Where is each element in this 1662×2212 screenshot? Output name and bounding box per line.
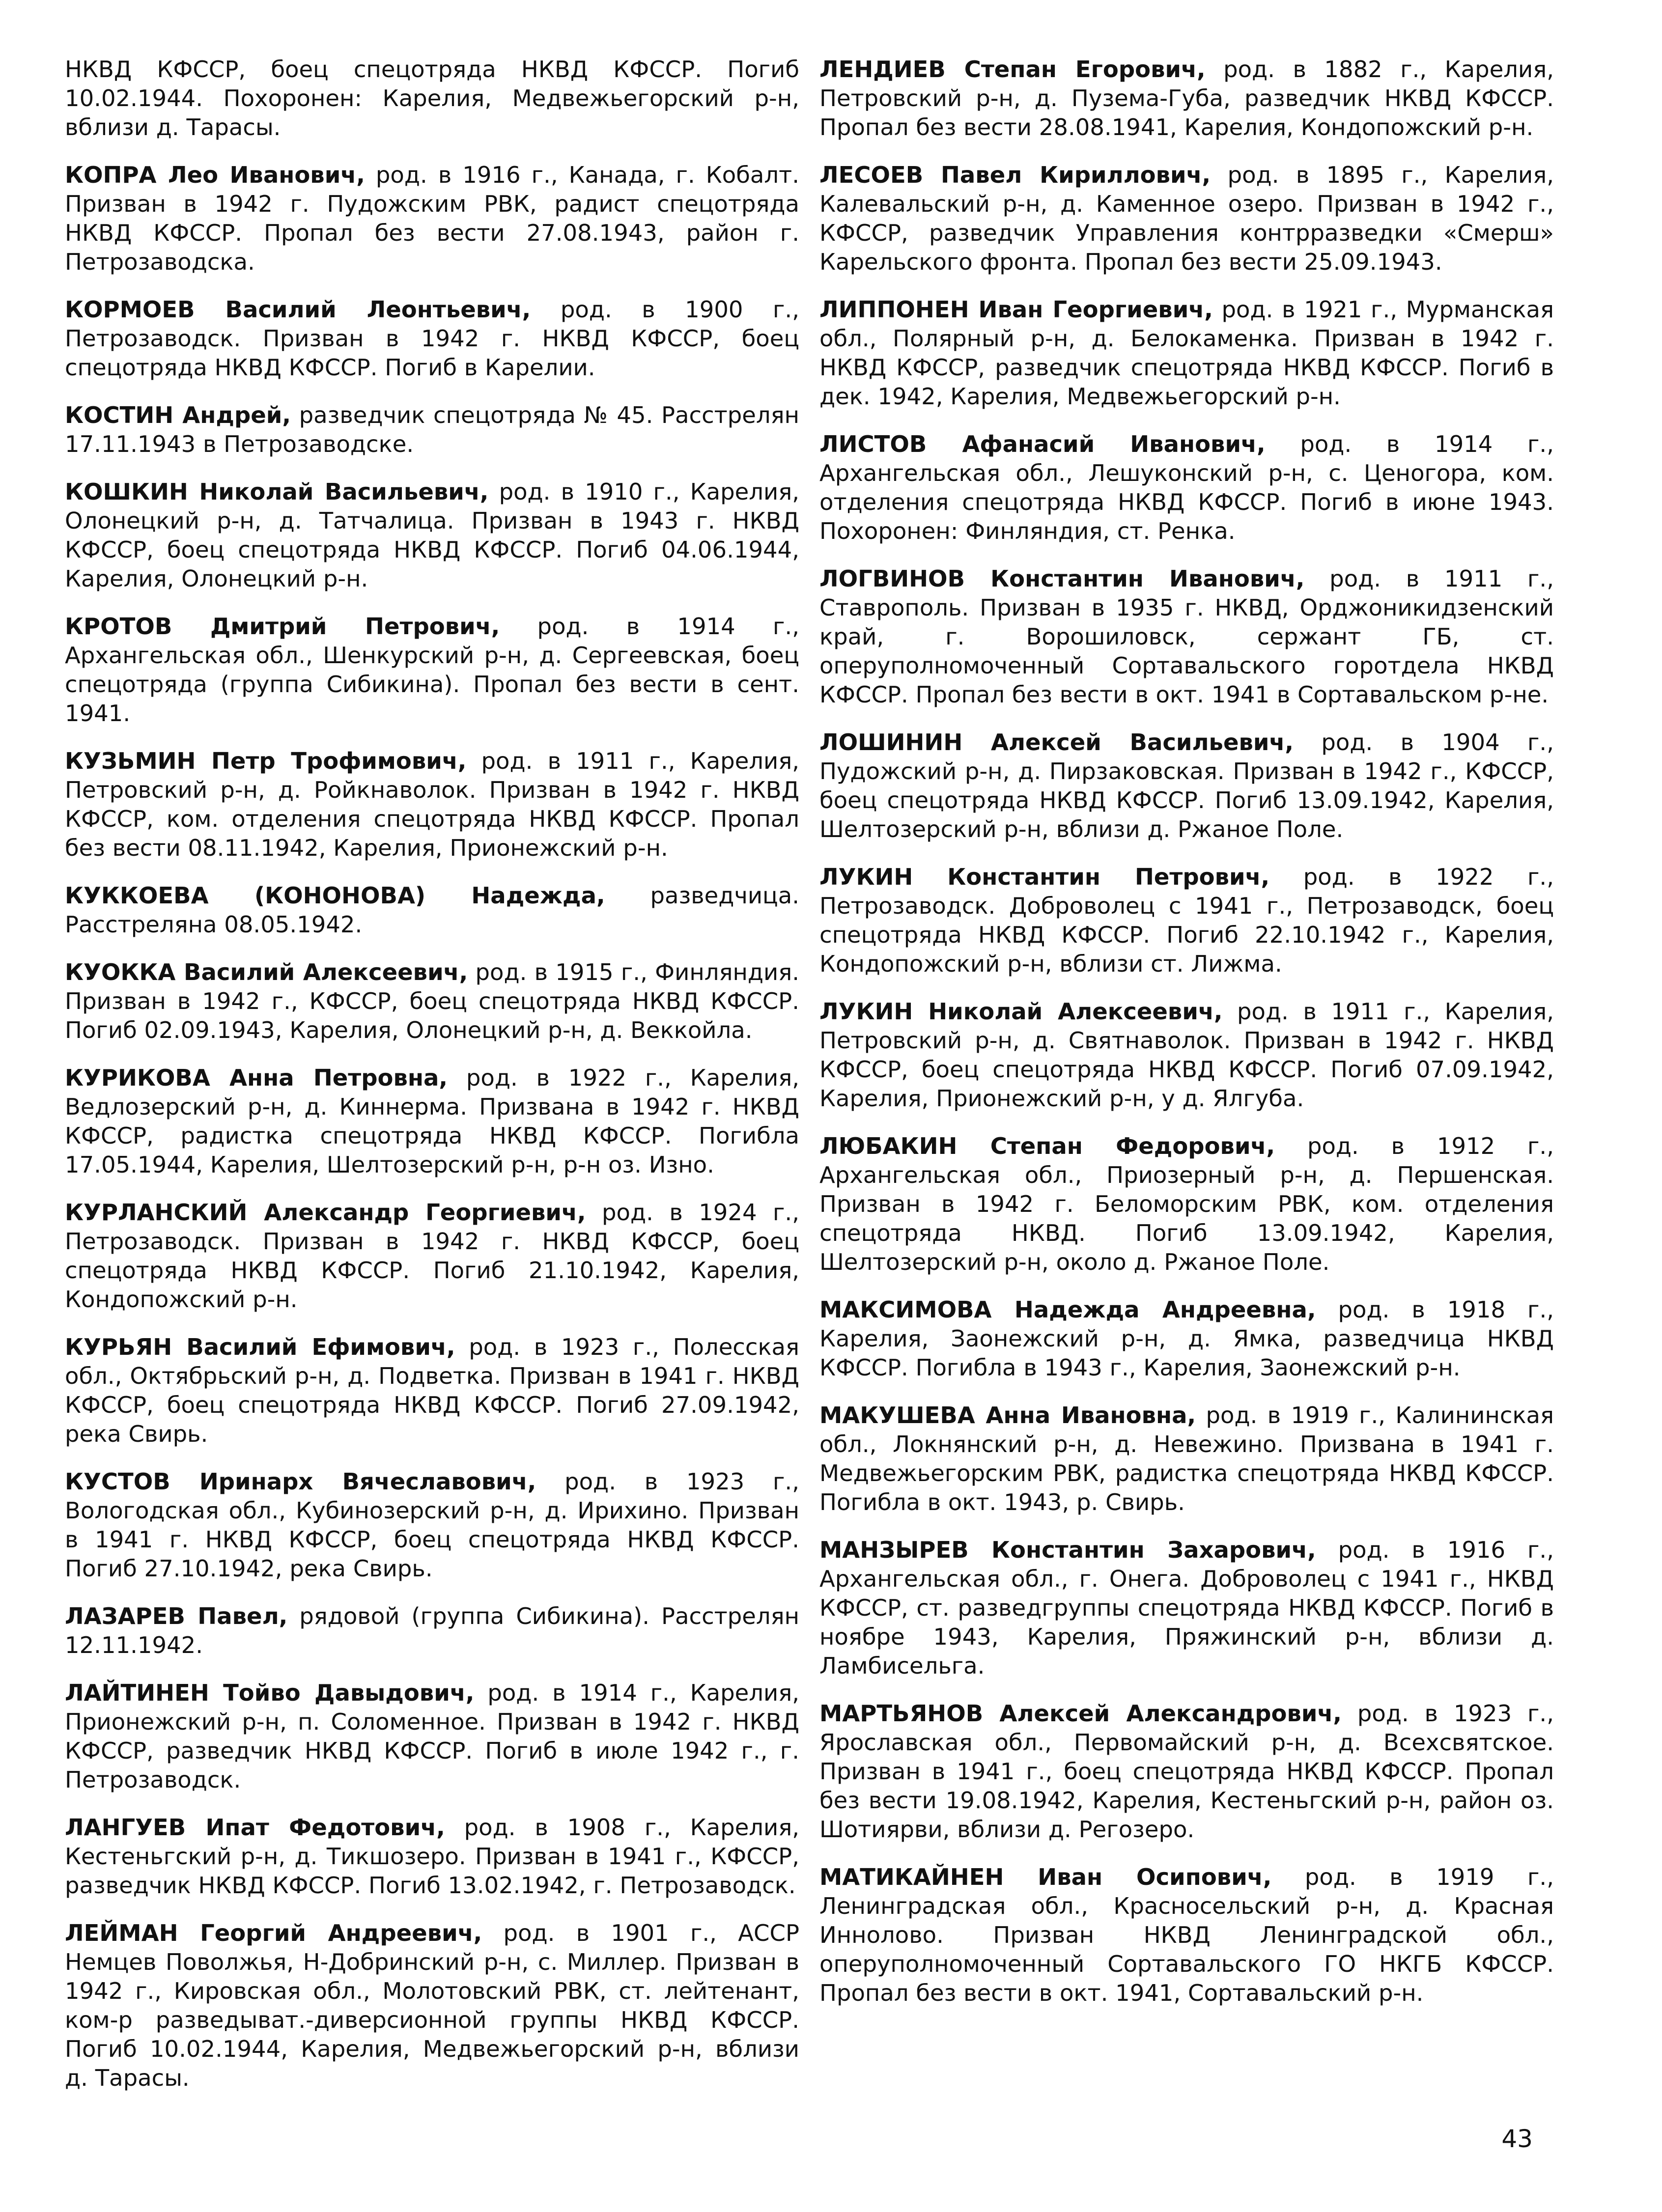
- biography-entry: [819, 1132, 1554, 1277]
- biography-entry: [819, 1536, 1554, 1680]
- person-name: ЛУКИН Константин Петрович,: [819, 864, 1270, 890]
- biography-entry: [65, 1813, 799, 1900]
- person-name: ЛИППОНЕН Иван Георгиевич,: [819, 296, 1213, 323]
- person-name: КОШКИН Николай Васильевич,: [65, 478, 489, 505]
- person-name: ЛАЙТИНЕН Тойво Давыдович,: [65, 1680, 475, 1706]
- biography-entry: [819, 997, 1554, 1113]
- person-details: разведчик спецотряда № 45. Расстрелян 17.11.1943 в Петрозаводске.: [65, 402, 799, 457]
- person-details: род. в 1908 г., Карелия, Кестеньгский р-н, д. Тикшозеро. Призван в 1941 г., КФССР, разведчик НКВД КФССР. Погиб 13.02.1942, г. Петрозаводск.: [65, 1814, 800, 1899]
- person-name: МАКСИМОВА Надежда Андреевна,: [819, 1296, 1316, 1323]
- biography-entry: [65, 881, 799, 939]
- person-details: род. в 1922 г., Петрозаводск. Доброволец с 1941 г., Петрозаводск, боец спецотряда НКВД КФССР. Погиб 22.10.1942 г., Карелия, Кондопожский р-н, вблизи ст. Лижма.: [819, 864, 1554, 977]
- biography-entry: [65, 612, 799, 728]
- biography-entry: [819, 1401, 1554, 1517]
- person-details: род. в 1916 г., Канада, г. Кобалт. Призван в 1942 г. Пудожским РВК, радист спецотряда НКВД КФССР. Пропал без вести 27.08.1943, район г. Петрозаводска.: [65, 162, 799, 275]
- person-details: род. в 1912 г., Архангельская обл., Приозерный р-н, д. Першенская. Призван в 1942 г. Беломорским РВК, ком. отделения спецотряда НКВД. Погиб 13.09.1942, Карелия, Шелтозерский р-н, около д. Ржаное Поле.: [819, 1133, 1554, 1275]
- person-name: КРОТОВ Дмитрий Петрович,: [65, 613, 500, 640]
- person-name: ЛАЗАРЕВ Павел,: [65, 1603, 288, 1629]
- person-details: НКВД КФССР, боец спецотряда НКВД КФССР. Погиб 10.02.1944. Похоронен: Карелия, Медвежьегорский р-н, вблизи д. Тарасы.: [65, 56, 799, 140]
- person-details: род. в 1919 г., Ленинградская обл., Красносельский р-н, д. Красная Иннолово. Призван НКВД Ленинградской обл., оперуполномоченный Сортавальского ГО НКГБ КФССР. Пропал без вести в окт. 1941, Сортавальский р-н.: [819, 1864, 1554, 2006]
- person-details: разведчица. Расстреляна 08.05.1942.: [65, 882, 799, 938]
- biography-entry: [819, 1699, 1554, 1844]
- biography-entry: [819, 728, 1554, 844]
- person-name: ЛЮБАКИН Степан Федорович,: [819, 1133, 1275, 1159]
- person-details: род. в 1919 г., Калининская обл., Локнянский р-н, д. Невежино. Призвана в 1941 г. Медвежьегорским РВК, радистка спецотряда НКВД КФССР. Погибла в окт. 1943, р. Свирь.: [819, 1402, 1554, 1515]
- person-details: род. в 1895 г., Карелия, Калевальский р-н, д. Каменное озеро. Призван в 1942 г., КФССР, разведчик Управления контрразведки «Смерш» Карельского фронта. Пропал без вести 25.09.1943.: [819, 162, 1554, 275]
- person-name: ЛОГВИНОВ Константин Иванович,: [819, 565, 1305, 592]
- person-details: род. в 1923 г., Вологодская обл., Кубинозерский р-н, д. Ирихино. Призван в 1941 г. НКВД КФССР, боец спецотряда НКВД КФССР. Погиб 27.10.1942, река Свирь.: [65, 1468, 799, 1582]
- person-details: род. в 1923 г., Полесская обл., Октябрьский р-н, д. Подветка. Призван в 1941 г. НКВД КФССР, боец спецотряда НКВД КФССР. Погиб 27.09.1942, река Свирь.: [65, 1334, 799, 1447]
- person-name: МАРТЬЯНОВ Алексей Александрович,: [819, 1700, 1342, 1727]
- person-details: род. в 1911 г., Карелия, Петровский р-н, д. Ройкнаволок. Призван в 1942 г. НКВД КФССР, ком. отделения спецотряда НКВД КФССР. Пропал без вести 08.11.1942, Карелия, Прионежский р-н.: [65, 748, 799, 861]
- person-details: род. в 1914 г., Архангельская обл., Лешуконский р-н, с. Ценогора, ком. отделения спецотряда НКВД КФССР. Погиб в июне 1943. Похоронен: Финляндия, ст. Ренка.: [819, 431, 1554, 544]
- person-name: КОРМОЕВ Василий Леонтьевич,: [65, 296, 531, 323]
- biography-entry: [65, 747, 799, 863]
- biography-entry: [65, 1679, 799, 1794]
- person-name: ЛЕНДИЕВ Степан Егорович,: [819, 56, 1206, 83]
- person-name: КУРЬЯН Василий Ефимович,: [65, 1334, 455, 1360]
- biography-entry: [819, 161, 1554, 277]
- person-name: ЛЕСОЕВ Павел Кириллович,: [819, 162, 1211, 188]
- person-details: род. в 1901 г., АССР Немцев Поволжья, Н-Добринский р-н, с. Миллер. Призван в 1942 г., Кировская обл., Молотовский РВК, ст. лейтенант, ком-р разведыват.-диверсионной группы НКВД КФССР. Погиб 10.02.1944, Карелия, Медвежьегорский р-н, вблизи д. Тарасы.: [65, 1920, 800, 2091]
- right-column: [819, 55, 1554, 2026]
- biography-entry: [819, 863, 1554, 979]
- person-details: род. в 1918 г., Карелия, Заонежский р-н, д. Ямка, разведчица НКВД КФССР. Погибла в 1943 г., Карелия, Заонежский р-н.: [819, 1296, 1554, 1381]
- person-details: род. в 1921 г., Мурманская обл., Полярный р-н, д. Белокаменка. Призван в 1942 г. НКВД КФССР, разведчик спецотряда НКВД КФССР. Погиб в дек. 1942, Карелия, Медвежьегорский р-н.: [819, 296, 1554, 410]
- biography-entry: [65, 1064, 799, 1179]
- biography-entry: [819, 1863, 1554, 2008]
- biography-entry: [65, 295, 799, 382]
- biography-entry: [65, 1198, 799, 1314]
- biography-entry: [819, 1295, 1554, 1382]
- person-name: МАТИКАЙНЕН Иван Осипович,: [819, 1864, 1272, 1890]
- person-name: КУЗЬМИН Петр Трофимович,: [65, 748, 467, 774]
- person-name: КОПРА Лео Иванович,: [65, 162, 365, 188]
- person-name: КОСТИН Андрей,: [65, 402, 291, 428]
- person-name: КУОККА Василий Алексеевич,: [65, 959, 468, 985]
- biography-entry: [65, 1919, 799, 2093]
- person-details: род. в 1911 г., Карелия, Петровский р-н, д. Святнаволок. Призван в 1942 г. НКВД КФССР, боец спецотряда НКВД КФССР. Погиб 07.09.1942, Карелия, Прионежский р-н, у д. Ялгуба.: [819, 998, 1554, 1112]
- biography-entry: [65, 477, 799, 593]
- biography-entry: [65, 401, 799, 459]
- person-details: род. в 1915 г., Финляндия. Призван в 1942 г., КФССР, боец спецотряда НКВД КФССР. Погиб 02.09.1943, Карелия, Олонецкий р-н, д. Веккойла.: [65, 959, 799, 1043]
- page-number: 43: [1501, 2125, 1533, 2153]
- person-name: ЛИСТОВ Афанасий Иванович,: [819, 431, 1266, 457]
- person-name: ЛЕЙМАН Георгий Андреевич,: [65, 1920, 482, 1946]
- biography-entry: [819, 430, 1554, 546]
- person-details: род. в 1910 г., Карелия, Олонецкий р-н, д. Татчалица. Призван в 1943 г. НКВД КФССР, боец спецотряда НКВД КФССР. Погиб 04.06.1944, Карелия, Олонецкий р-н.: [65, 478, 799, 592]
- biography-entry: [65, 1602, 799, 1660]
- person-name: КУСТОВ Иринарх Вячеславович,: [65, 1468, 536, 1495]
- left-column: [65, 55, 799, 2111]
- person-details: род. в 1914 г., Архангельская обл., Шенкурский р-н, д. Сергеевская, боец спецотряда (группа Сибикина). Пропал без вести в сент. 1941.: [65, 613, 799, 727]
- person-details: род. в 1904 г., Пудожский р-н, д. Пирзаковская. Призван в 1942 г., КФССР, боец спецотряда НКВД КФССР. Погиб 13.09.1942, Карелия, Шелтозерский р-н, вблизи д. Ржаное Поле.: [819, 729, 1554, 842]
- person-details: рядовой (группа Сибикина). Расстрелян 12.11.1942.: [65, 1603, 799, 1658]
- person-name: МАКУШЕВА Анна Ивановна,: [819, 1402, 1196, 1428]
- person-name: КУРЛАНСКИЙ Александр Георгиевич,: [65, 1199, 586, 1226]
- person-details: род. в 1914 г., Карелия, Прионежский р-н, п. Соломенное. Призван в 1942 г. НКВД КФССР, разведчик НКВД КФССР. Погиб в июле 1942 г., г. Петрозаводск.: [65, 1680, 799, 1793]
- person-details: род. в 1916 г., Архангельская обл., г. Онега. Доброволец с 1941 г., НКВД КФССР, ст. разведгруппы спецотряда НКВД КФССР. Погиб в ноябре 1943, Карелия, Пряжинский р-н, вблизи д. Ламбисельга.: [819, 1537, 1554, 1679]
- person-name: КУРИКОВА Анна Петровна,: [65, 1064, 448, 1091]
- biography-entry: [65, 958, 799, 1045]
- person-name: ЛУКИН Николай Алексеевич,: [819, 998, 1223, 1025]
- biography-entry: [65, 161, 799, 277]
- biography-entry: [819, 55, 1554, 142]
- biography-entry: [65, 1467, 799, 1583]
- person-name: КУККОЕВА (КОНОНОВА) Надежда,: [65, 882, 605, 909]
- person-name: МАНЗЫРЕВ Константин Захарович,: [819, 1537, 1316, 1563]
- person-name: ЛОШИНИН Алексей Васильевич,: [819, 729, 1294, 756]
- person-details: род. в 1882 г., Карелия, Петровский р-н, д. Пузема-Губа, разведчик НКВД КФССР. Пропал без вести 28.08.1941, Карелия, Кондопожский р-н.: [819, 56, 1554, 140]
- biography-entry: [819, 564, 1554, 709]
- biography-entry: [819, 295, 1554, 411]
- person-name: ЛАНГУЕВ Ипат Федотович,: [65, 1814, 445, 1841]
- person-details: род. в 1924 г., Петрозаводск. Призван в 1942 г. НКВД КФССР, боец спецотряда НКВД КФССР. Погиб 21.10.1942, Карелия, Кондопожский р-н.: [65, 1199, 799, 1313]
- person-details: род. в 1911 г., Ставрополь. Призван в 1935 г. НКВД, Орджоникидзенский край, г. Ворошиловск, сержант ГБ, ст. оперуполномоченный Сортавальского горотдела НКВД КФССР. Пропал без вести в окт. 1941 в Сортавальском р-не.: [819, 565, 1554, 708]
- biography-entry: [65, 55, 799, 142]
- person-details: род. в 1922 г., Карелия, Ведлозерский р-н, д. Киннерма. Призвана в 1942 г. НКВД КФССР, радистка спецотряда НКВД КФССР. Погибла 17.05.1944, Карелия, Шелтозерский р-н, р-н оз. Изно.: [65, 1064, 799, 1178]
- person-details: род. в 1900 г., Петрозаводск. Призван в 1942 г. НКВД КФССР, боец спецотряда НКВД КФССР. Погиб в Карелии.: [65, 296, 799, 381]
- person-details: род. в 1923 г., Ярославская обл., Первомайский р-н, д. Всехсвятское. Призван в 1941 г., боец спецотряда НКВД КФССР. Пропал без вести 19.08.1942, Карелия, Кестеньгский р-н, район оз. Шотиярви, вблизи д. Регозеро.: [819, 1700, 1554, 1843]
- biography-entry: [65, 1333, 799, 1449]
